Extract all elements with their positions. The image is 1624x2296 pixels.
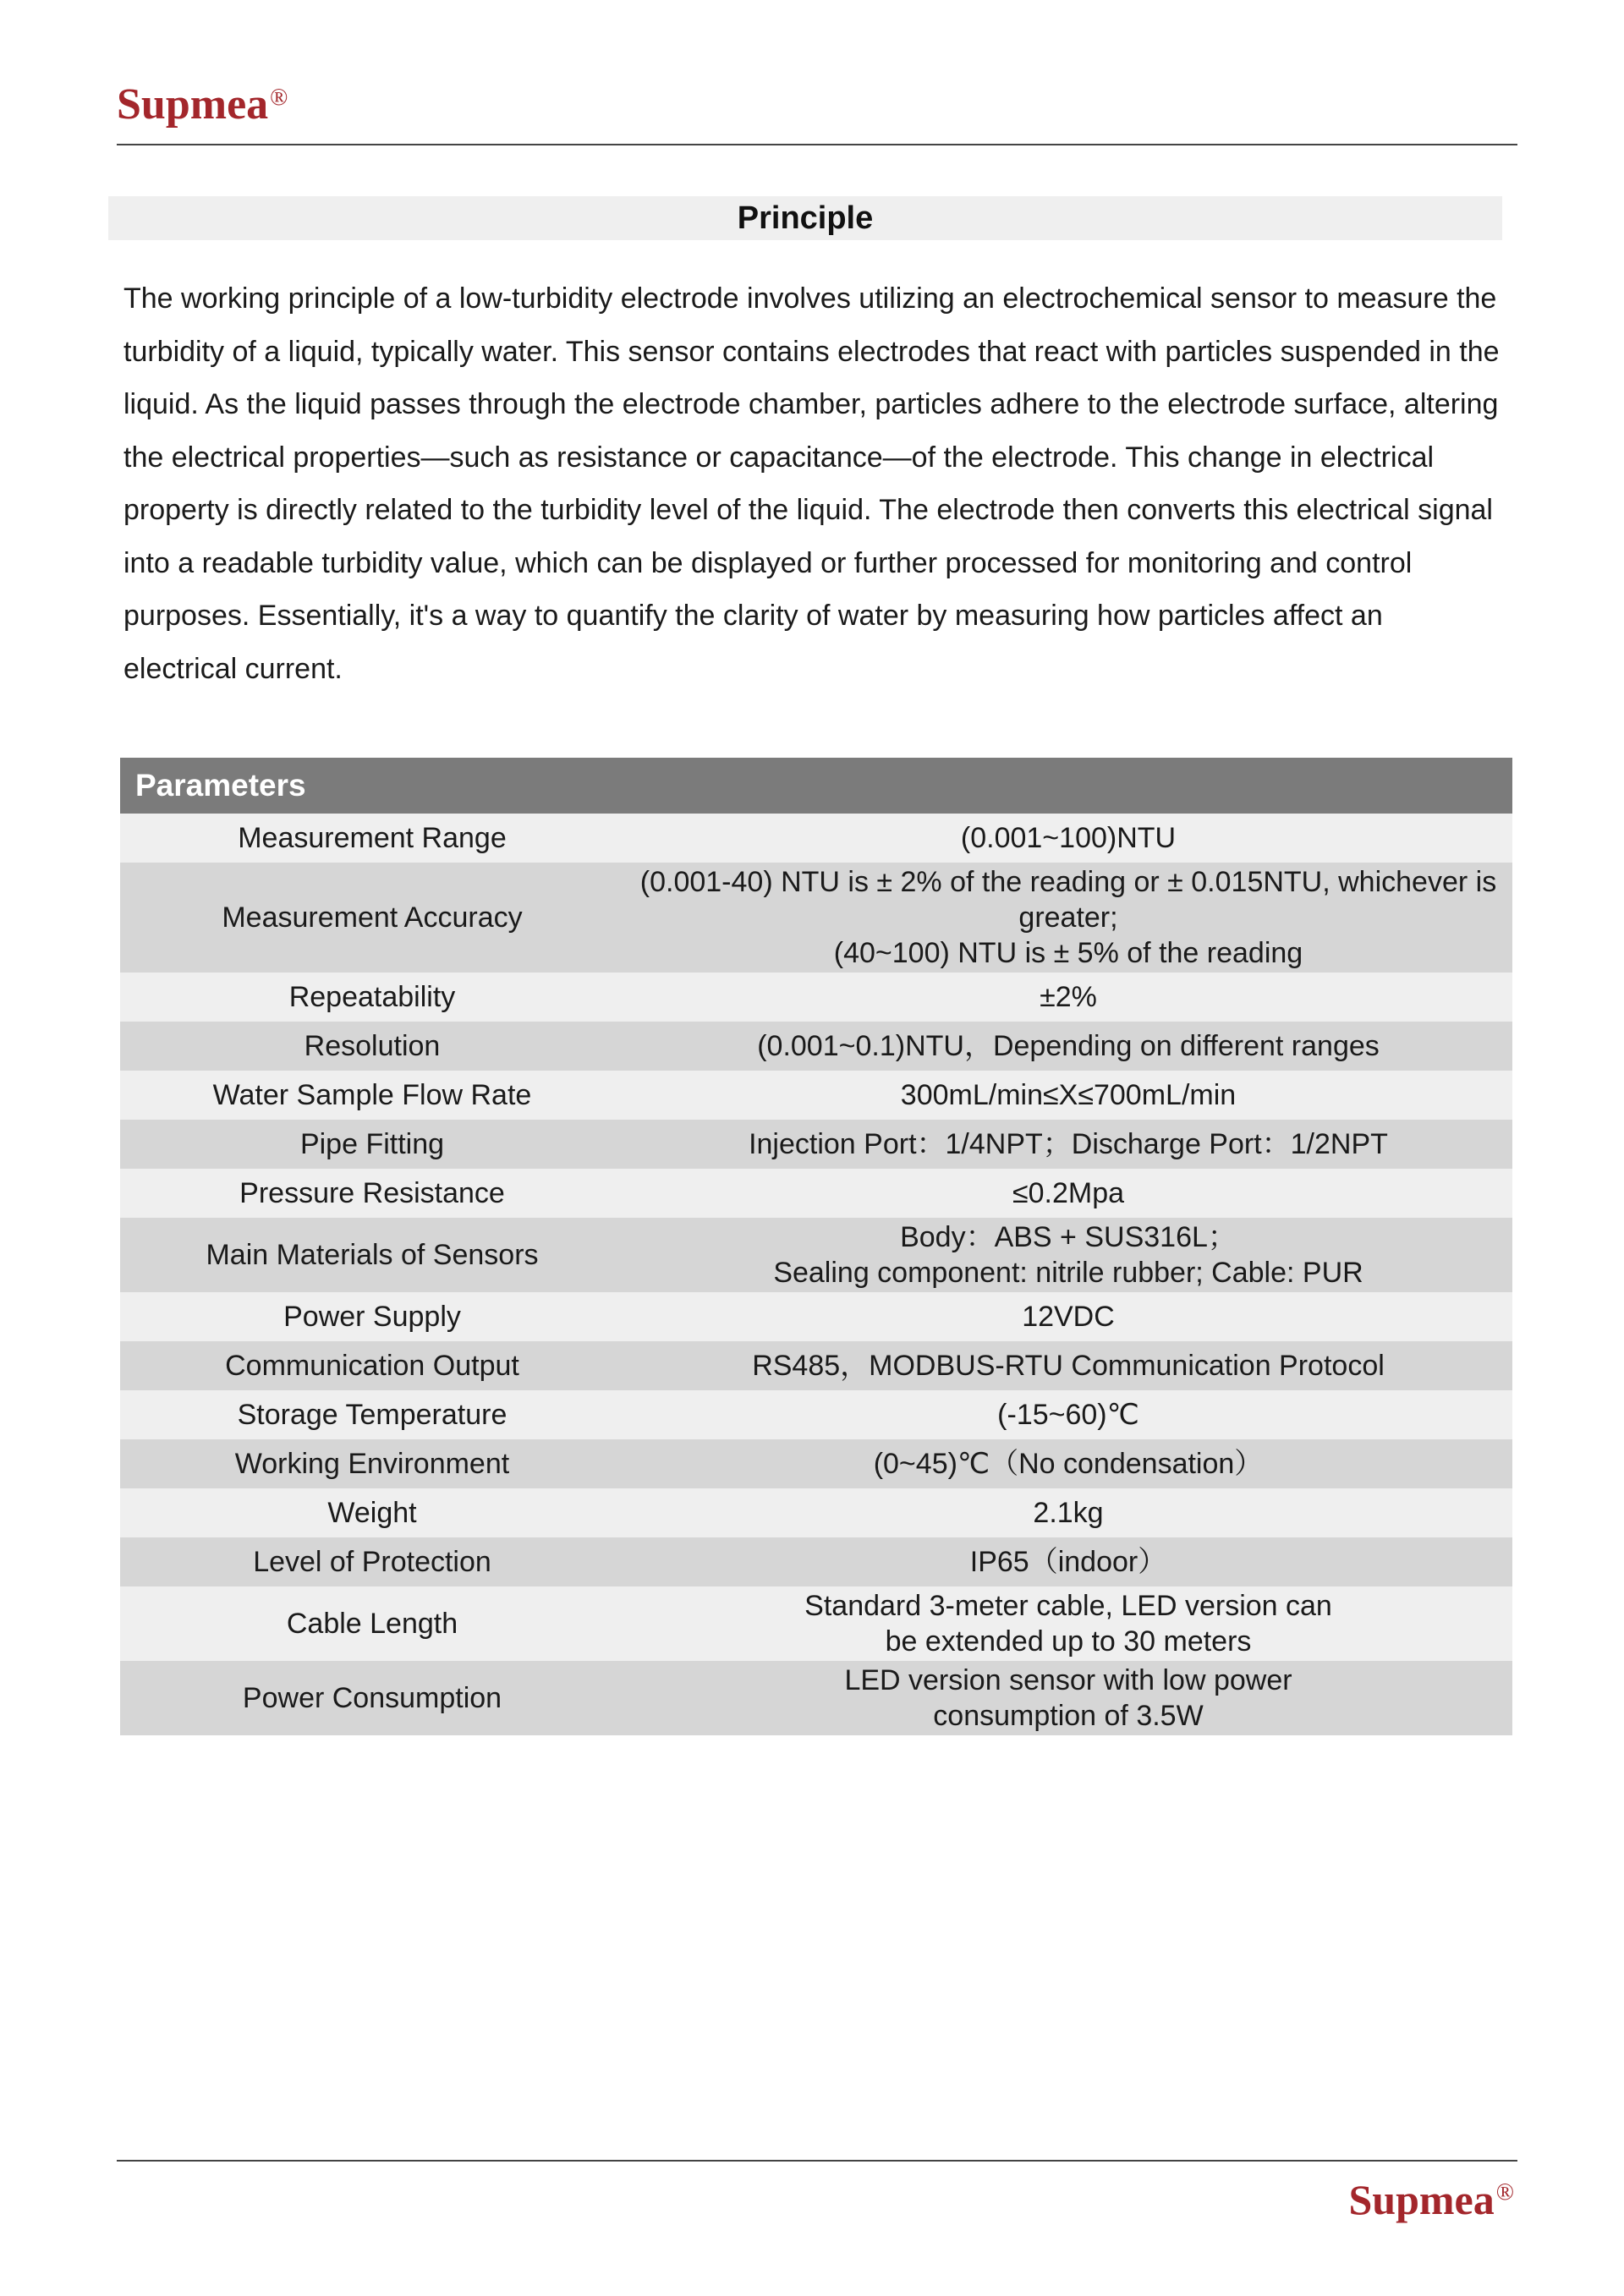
registered-mark: ® [270,85,288,111]
parameter-value [624,1439,1512,1488]
table-row [120,1022,1512,1071]
parameter-name: Working Environment [120,1439,624,1488]
table-row [120,1169,1512,1218]
table-header-row [120,758,1512,814]
table-row [120,1661,1512,1735]
parameter-name: Storage Temperature [120,1390,624,1439]
parameter-value-line: Body：ABS + SUS316L； [900,1221,1237,1253]
parameter-name: Weight [120,1488,624,1537]
table-row [120,1218,1512,1292]
parameter-value [624,863,1512,973]
parameter-value-line: ±2% [1040,981,1097,1013]
parameter-value [624,1390,1512,1439]
table-row [120,1488,1512,1537]
parameter-value [624,814,1512,863]
parameters-table [120,758,1512,1735]
parameters-header: Parameters [120,758,1512,814]
table-row [120,973,1512,1022]
footer-divider [117,2160,1517,2162]
table-row [120,1537,1512,1586]
parameter-value [624,1586,1512,1661]
parameter-value-line: (-15~60)℃ [997,1399,1139,1431]
table-row [120,1292,1512,1341]
parameter-value-line: (40~100) NTU is ± 5% of the reading [833,937,1303,969]
parameter-value [624,1120,1512,1169]
parameter-name: Pressure Resistance [120,1169,624,1218]
table-row [120,1341,1512,1390]
table-row [120,1071,1512,1120]
principle-paragraph: The working principle of a low-turbidity electrode involves utilizing an electrochemical sensor to measure the turbidity of a liquid, typically water. This sensor contains electrodes that react with particles suspended in the liquid. As the liquid passes through the electrode chamber, particles adhere to the electrode surface, altering the electrical properties—such as resistance or capacitance—of the electrode. This change in electrical property is directly related to the turbidity level of the liquid. The electrode then converts this electrical signal into a readable turbidity value, which can be displayed or further processed for monitoring and control purposes. Essentially, it's a way to quantify the clarity of water by measuring how particles affect an electrical current. [123,282,1500,685]
parameter-name: Power Supply [120,1292,624,1341]
parameter-value [624,1341,1512,1390]
parameter-name: Cable Length [120,1586,624,1661]
parameter-value [624,1169,1512,1218]
parameter-name: Level of Protection [120,1537,624,1586]
parameter-value-line: (0.001-40) NTU is ± 2% of the reading or ± 0.015NTU, whichever is greater; [639,866,1497,934]
parameter-value-line: ≤0.2Mpa [1012,1177,1125,1209]
parameter-name: Resolution [120,1022,624,1071]
parameter-value-line: LED version sensor with low power consumption of 3.5W [844,1664,1292,1732]
section-title: Principle [737,200,874,236]
parameter-value-line: IP65（indoor） [969,1546,1167,1578]
table-row [120,1586,1512,1661]
parameter-value [624,1488,1512,1537]
parameter-value-line: (0~45)℃（No condensation） [873,1448,1264,1480]
table-row [120,814,1512,863]
parameter-value-line: 2.1kg [1033,1497,1104,1529]
parameter-value [624,1218,1512,1292]
table-row [120,1120,1512,1169]
parameter-value-line: 300mL/min≤X≤700mL/min [900,1079,1237,1111]
parameter-name: Main Materials of Sensors [120,1218,624,1292]
brand-name: Supmea [117,80,269,129]
parameter-name: Measurement Accuracy [120,863,624,973]
footer-brand-logo [1348,2173,1514,2226]
parameter-name: Pipe Fitting [120,1120,624,1169]
parameter-name: Water Sample Flow Rate [120,1071,624,1120]
section-header [108,196,1502,240]
parameter-value [624,973,1512,1022]
footer-registered-mark: ® [1495,2179,1514,2206]
parameter-value-line: Injection Port：1/4NPT；Discharge Port：1/2NPT [749,1128,1388,1160]
brand-logo [117,78,288,132]
parameter-value-line: RS485，MODBUS-RTU Communication Protocol [752,1350,1385,1382]
table-row [120,1390,1512,1439]
table-row [120,1439,1512,1488]
parameter-value [624,1537,1512,1586]
parameter-value [624,1022,1512,1071]
parameter-value-line: Standard 3-meter cable, LED version can be extended up to 30 meters [804,1590,1332,1658]
parameters-body [120,814,1512,1735]
footer-brand-name: Supmea [1348,2176,1495,2223]
parameter-value-line: (0.001~0.1)NTU，Depending on different ranges [757,1030,1380,1062]
parameter-value-line: (0.001~100)NTU [960,822,1177,854]
parameter-name: Measurement Range [120,814,624,863]
parameter-value [624,1661,1512,1735]
parameter-value-line: 12VDC [1022,1301,1115,1333]
table-row [120,863,1512,973]
parameter-name: Repeatability [120,973,624,1022]
parameter-name: Communication Output [120,1341,624,1390]
parameter-value-line: Sealing component: nitrile rubber; Cable: PUR [773,1257,1363,1289]
parameter-value [624,1292,1512,1341]
header-divider [117,144,1517,145]
parameter-name: Power Consumption [120,1661,624,1735]
parameter-value [624,1071,1512,1120]
